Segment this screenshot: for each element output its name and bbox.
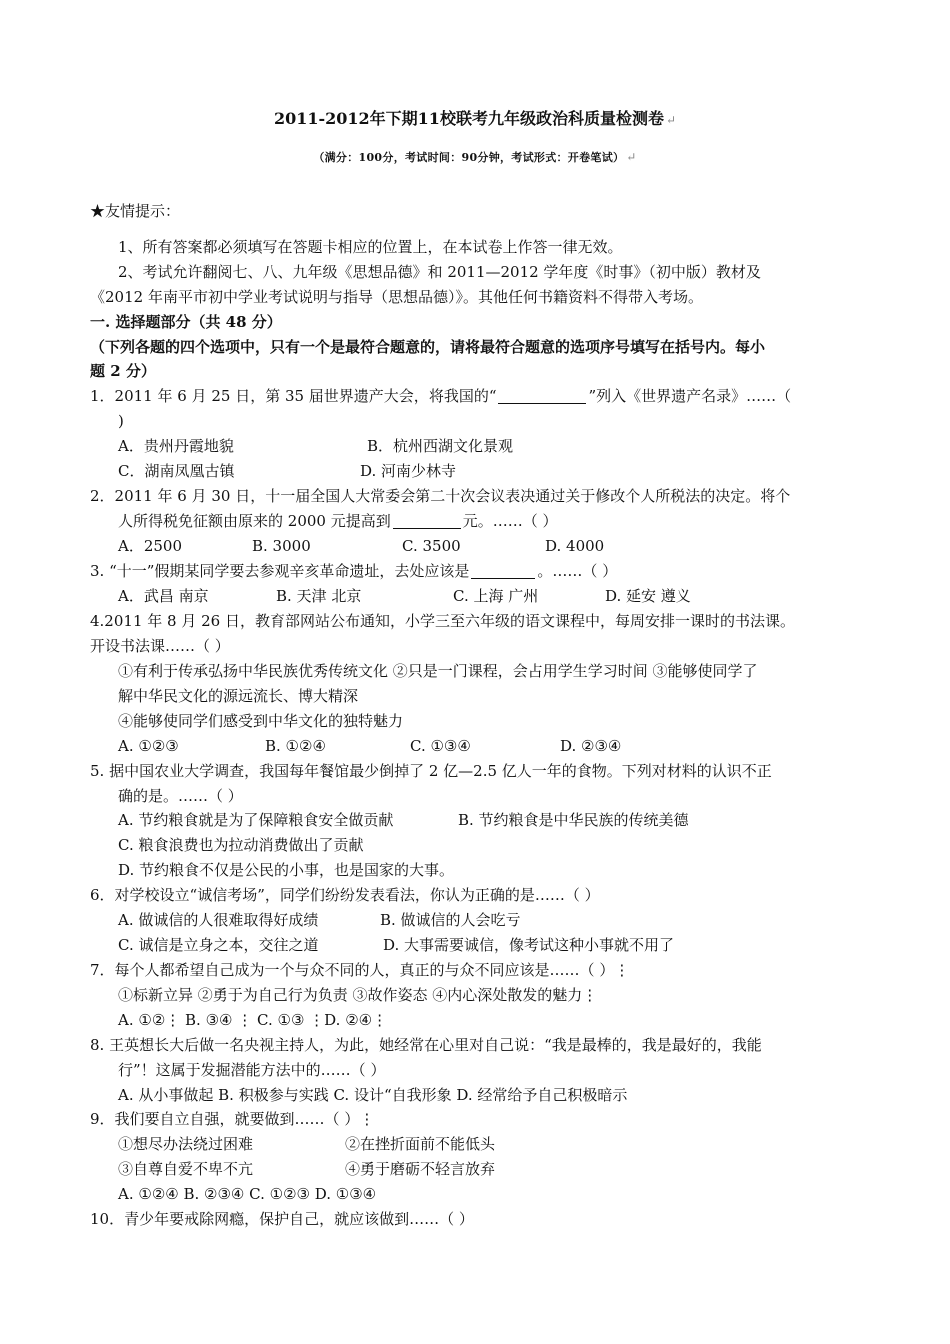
q4-options-line1: ①有利于传承弘扬中华民族优秀传统文化 ②只是一门课程，会占用学生学习时间 ③能够使同学了: [118, 662, 758, 680]
q6-option-d: D. 大事需要诚信，像考试这种小事就不用了: [383, 936, 675, 954]
q4-options-line2: 解中华民文化的源远流长、博大精深: [118, 687, 359, 705]
q1-option-b: B．杭州西湖文化景观: [367, 437, 514, 455]
q1-stem: 1．2011 年 6 月 25 日，第 35 届世界遗产大会，将我国的“ ”列入《世界遗产名录》……（: [90, 387, 792, 405]
q6-option-b: B. 做诚信的人会吃亏: [380, 911, 521, 929]
q5-option-c: C. 粮食浪费也为拉动消费做出了贡献: [118, 836, 364, 854]
q5-option-d: D. 节约粮食不仅是公民的小事，也是国家的大事。: [118, 861, 455, 879]
q3-option-c: C. 上海 广州: [453, 587, 539, 605]
q9-option-3: ③自尊自爱不卑不亢: [118, 1160, 254, 1178]
q2-option-c: C. 3500: [402, 537, 461, 555]
q5-stem-line1: 5. 据中国农业大学调查，我国每年餐馆最少倒掉了 2 亿—2.5 亿人一年的食物。下列对材料的认识不正: [90, 762, 772, 780]
q4-choice-a: A. ①②③: [118, 737, 179, 755]
q9-option-1: ①想尽办法绕过困难: [118, 1135, 254, 1153]
q2-option-b: B. 3000: [252, 537, 311, 555]
subtitle-text: （满分：100分，考试时间：90分钟，考试形式：开卷笔试）: [313, 151, 625, 164]
tip-item-1: 1、所有答案都必须填写在答题卡相应的位置上，在本试卷上作答一律无效。: [118, 238, 623, 256]
q6-option-a: A. 做诚信的人很难取得好成绩: [118, 911, 319, 929]
q5-option-a: A. 节约粮食就是为了保障粮食安全做贡献: [118, 811, 394, 829]
q2-option-a: A．2500: [118, 537, 183, 555]
q10-stem: 10．青少年要戒除网瘾，保护自己，就应该做到……（ ）: [90, 1210, 474, 1228]
page-title: [0, 108, 950, 131]
q6-stem: 6．对学校设立“诚信考场”，同学们纷纷发表看法，你认为正确的是……（ ）: [90, 886, 600, 904]
q2-stem-line2: 人所得税免征额由原来的 2000 元提高到 元。……（ ）: [118, 512, 558, 530]
q5-option-b: B. 节约粮食是中华民族的传统美德: [458, 811, 689, 829]
q4-stem-line2: 开设书法课……（ ）: [90, 637, 230, 655]
q2-option-d: D. 4000: [545, 537, 605, 555]
q7-stem: 7．每个人都希望自己成为一个与众不同的人，真正的与众不同应该是……（ ）⋮: [90, 961, 630, 979]
tips-heading: ★友情提示：: [90, 202, 181, 220]
q8-stem-line2: 行”！这属于发掘潜能方法中的……（ ）: [118, 1061, 386, 1079]
q7-options: ①标新立异 ②勇于为自己行为负责 ③故作姿态 ④内心深处散发的魅力⋮: [118, 986, 598, 1004]
title-text: 2011-2012年下期11校联考九年级政治科质量检测卷: [273, 109, 664, 128]
q9-option-2: ②在挫折面前不能低头: [345, 1135, 496, 1153]
q3-option-d: D. 延安 遵义: [605, 587, 691, 605]
answer-blank: [471, 562, 535, 579]
answer-blank: [498, 387, 586, 404]
q3-stem: 3. “十一”假期某同学要去参观辛亥革命遗址，去处应该是 。……（ ）: [90, 562, 618, 580]
return-mark-icon: ↵: [626, 150, 637, 164]
q3-option-b: B. 天津 北京: [276, 587, 362, 605]
page-subtitle: [0, 146, 950, 169]
q1-option-d: D. 河南少林寺: [360, 462, 457, 480]
q2-stem-line1: 2．2011 年 6 月 30 日，十一届全国人大常委会第二十次会议表决通过关于修改个人所税法的决定。将个: [90, 487, 791, 505]
q9-stem: 9．我们要自立自强，就要做到……（ ）⋮: [90, 1110, 375, 1128]
q4-options-line3: ④能够使同学们感受到中华文化的独特魅力: [118, 712, 404, 730]
q9-choices: A. ①②④ B. ②③④ C. ①②③ D. ①③④: [118, 1185, 377, 1203]
q3-option-a: A．武昌 南京: [118, 587, 209, 605]
return-mark-icon: ↵: [665, 113, 677, 127]
q4-choice-d: D. ②③④: [560, 737, 622, 755]
q8-choices: A. 从小事做起 B. 积极参与实践 C. 设计“自我形象 D. 经常给予自己积极暗示: [118, 1086, 628, 1104]
section-heading: 一. 选择题部分（共 48 分）: [90, 313, 282, 331]
q4-choice-b: B. ①②④: [265, 737, 326, 755]
q9-option-4: ④勇于磨砺不轻言放弃: [345, 1160, 496, 1178]
q4-choice-c: C. ①③④: [410, 737, 471, 755]
section-instruction-line2: 题 2 分）: [90, 362, 156, 380]
q4-stem-line1: 4.2011 年 8 月 26 日，教育部网站公布通知，小学三至六年级的语文课程中，每周安排一课时的书法课。: [90, 612, 795, 630]
q1-option-a: A．贵州丹霞地貌: [118, 437, 234, 455]
q1-option-c: C．湖南凤凰古镇: [118, 462, 235, 480]
q7-choices: A. ①②⋮ B. ③④ ⋮ C. ①③ ⋮D. ②④⋮: [118, 1011, 388, 1029]
tip-item-2-line1: 2、考试允许翻阅七、八、九年级《思想品德》和 2011—2012 学年度《时事》（初中版）教材及: [118, 263, 761, 281]
tip-item-2-line2: 《2012 年南平市初中学业考试说明与指导（思想品德）》。其他任何书籍资料不得带入考场。: [90, 288, 703, 306]
answer-blank: [393, 512, 461, 529]
q1-stem-line2: ): [118, 412, 124, 430]
q5-stem-line2: 确的是。……（ ）: [118, 787, 243, 805]
q6-option-c: C. 诚信是立身之本，交往之道: [118, 936, 319, 954]
q8-stem-line1: 8. 王英想长大后做一名央视主持人，为此，她经常在心里对自己说：“我是最棒的，我是最好的，我能: [90, 1036, 762, 1054]
section-instruction-line1: （下列各题的四个选项中，只有一个是最符合题意的，请将最符合题意的选项序号填写在括号内。每小: [90, 338, 766, 356]
